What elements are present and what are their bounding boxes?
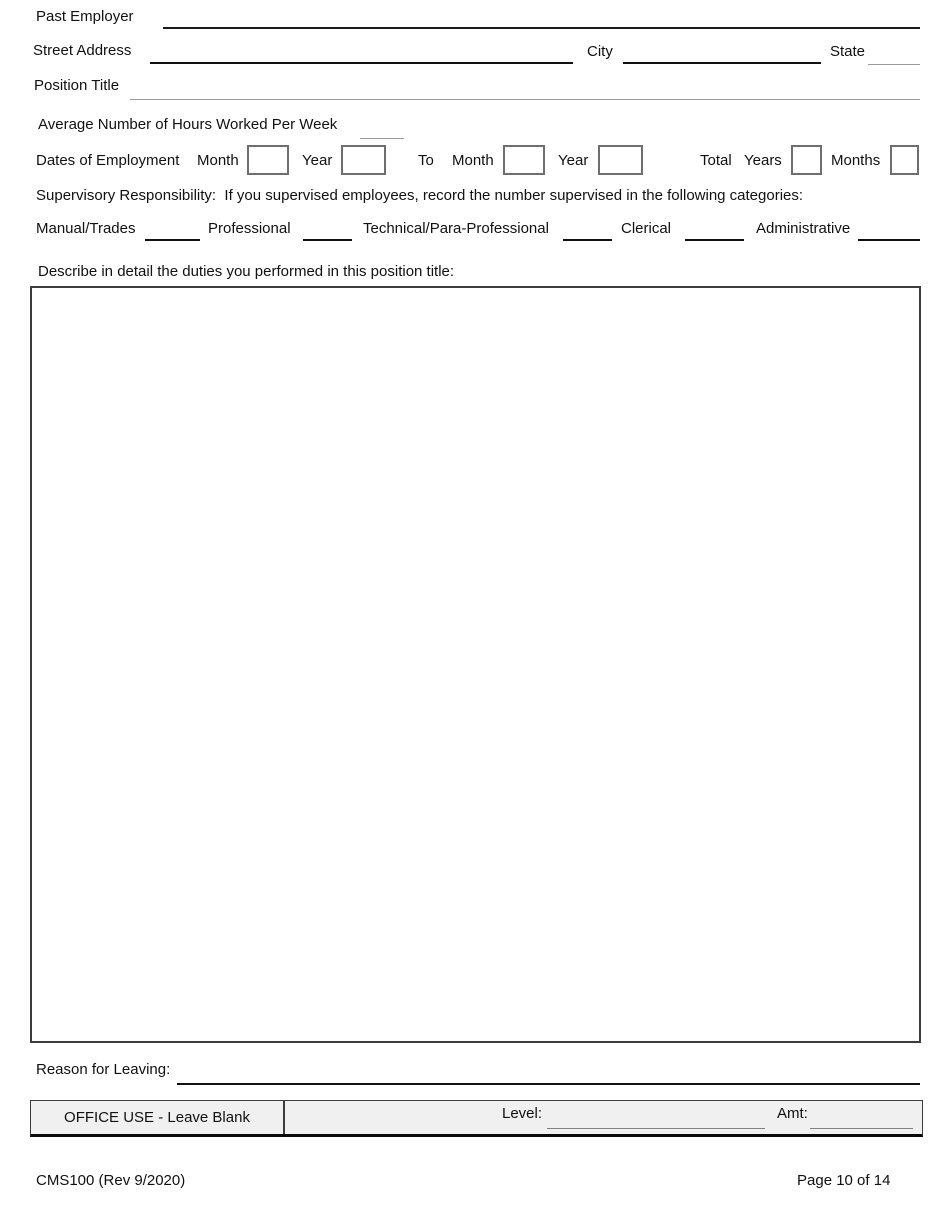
street-address-field[interactable] — [150, 62, 573, 64]
category-manual-trades-label: Manual/Trades — [36, 220, 136, 237]
reason-for-leaving-label: Reason for Leaving: — [36, 1061, 171, 1078]
from-month-box[interactable] — [247, 145, 289, 175]
past-employer-field[interactable] — [163, 27, 920, 29]
total-years-box[interactable] — [791, 145, 822, 175]
form-number: CMS100 (Rev 9/2020) — [36, 1172, 186, 1189]
from-month-label: Month — [197, 152, 239, 169]
dates-to-label: To — [418, 152, 434, 169]
city-field[interactable] — [623, 62, 821, 64]
category-administrative-label: Administrative — [756, 220, 851, 237]
city-label: City — [587, 43, 613, 60]
office-use-level-field[interactable] — [547, 1128, 765, 1129]
position-title-field[interactable] — [130, 99, 920, 100]
position-title-label: Position Title — [34, 77, 120, 94]
office-use-level-label: Level: — [502, 1105, 543, 1122]
office-use-title: OFFICE USE - Leave Blank — [31, 1101, 285, 1134]
category-administrative-field[interactable] — [858, 239, 920, 241]
category-technical-field[interactable] — [563, 239, 612, 241]
to-year-box[interactable] — [598, 145, 643, 175]
past-employer-label: Past Employer — [36, 8, 134, 25]
reason-for-leaving-field[interactable] — [177, 1083, 920, 1085]
avg-hours-label: Average Number of Hours Worked Per Week — [38, 116, 338, 133]
to-month-box[interactable] — [503, 145, 545, 175]
category-technical-label: Technical/Para-Professional — [363, 220, 549, 237]
category-manual-trades-field[interactable] — [145, 239, 200, 241]
to-month-label: Month — [452, 152, 494, 169]
state-label: State — [830, 43, 866, 60]
duties-textarea[interactable] — [30, 286, 921, 1043]
avg-hours-field[interactable] — [360, 138, 404, 139]
to-year-label: Year — [558, 152, 589, 169]
from-year-label: Year — [302, 152, 333, 169]
from-year-box[interactable] — [341, 145, 386, 175]
total-label: Total — [700, 152, 732, 169]
category-professional-field[interactable] — [303, 239, 352, 241]
category-clerical-field[interactable] — [685, 239, 744, 241]
category-professional-label: Professional — [208, 220, 291, 237]
street-address-label: Street Address — [33, 42, 132, 59]
total-years-label: Years — [744, 152, 782, 169]
office-use-amt-label: Amt: — [777, 1105, 808, 1122]
total-months-box[interactable] — [890, 145, 919, 175]
office-use-amt-field[interactable] — [810, 1128, 913, 1129]
supervisory-instruction: Supervisory Responsibility: If you supervised employees, record the number supervised in the following categories: — [36, 187, 804, 204]
state-field[interactable] — [868, 64, 920, 65]
page-indicator: Page 10 of 14 — [797, 1172, 891, 1189]
total-months-label: Months — [831, 152, 881, 169]
duties-label: Describe in detail the duties you performed in this position title: — [38, 263, 455, 280]
dates-of-employment-label: Dates of Employment — [36, 152, 180, 169]
office-use-section — [30, 1100, 923, 1137]
category-clerical-label: Clerical — [621, 220, 672, 237]
